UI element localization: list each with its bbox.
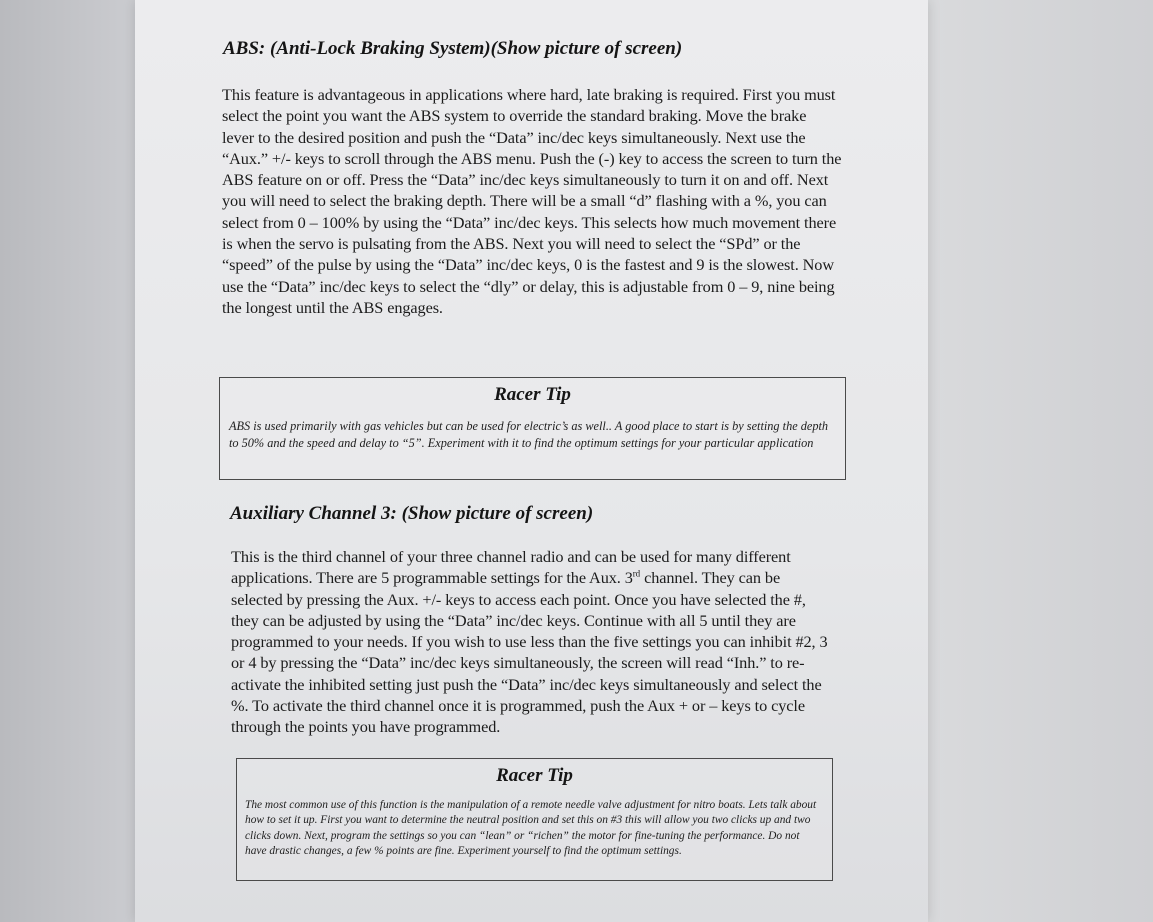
abs-racer-tip-text: ABS is used primarily with gas vehicles but can be used for electric’s as well.. A good place to start is by setting the depth to 50% and the speed and delay to “5”. Experiment with it to find the optimum settings for your particular application: [229, 419, 829, 450]
aux-racer-tip-box: [236, 758, 833, 881]
aux-section-heading: Auxiliary Channel 3: (Show picture of screen): [230, 503, 594, 524]
abs-racer-tip-title: Racer Tip: [494, 384, 571, 405]
aux-body-superscript: rd: [632, 568, 641, 579]
aux-racer-tip-title: Racer Tip: [496, 765, 573, 786]
abs-section-heading: ABS: (Anti-Lock Braking System)(Show picture of screen): [223, 38, 683, 59]
aux-section-body: [231, 546, 831, 738]
background-right: [928, 0, 1153, 922]
aux-racer-tip-text: The most common use of this function is the manipulation of a remote needle valve adjustment for nitro boats. Lets talk about how to set it up. First you want to determine the neutral position and set this on #3 this will allow you two clicks up and two clicks down. Next, program the settings so you can “lean” or “richen” the motor for fine-tuning the performance. Do not have drastic changes, a few % points are fine. Experiment yourself to find the optimum settings.: [245, 799, 817, 858]
abs-racer-tip-box: [219, 377, 846, 480]
abs-section-body: This feature is advantageous in applications where hard, late braking is required. First you must select the point you want the ABS system to override the standard braking. Move the brake lever to the desired position and push the “Data” inc/dec keys simultaneously. Next use the “Aux.” +/- keys to scroll through the ABS menu. Push the (-) key to access the screen to turn the ABS feature on or off. Press the “Data” inc/dec keys simultaneously to turn it on and off. Next you will need to select the braking depth. There will be a small “d” flashing with a %, you can select from 0 – 100% by using the “Data” inc/dec keys. This selects how much movement there is when the servo is pulsating from the ABS. Next you will need to select the “SPd” or the “speed” of the pulse by using the “Data” inc/dec keys, 0 is the fastest and 9 is the slowest. Now use the “Data” inc/dec keys to select the “dly” or delay, this is adjustable from 0 – 9, nine being the longest until the ABS engages.: [222, 85, 842, 317]
aux-body-part1: This is the third channel of your three channel radio and can be used for many different applications. There are 5 programmable settings for the Aux. 3: [231, 547, 791, 588]
background-left: [0, 0, 135, 922]
aux-body-part2: channel. They can be selected by pressing the Aux. +/- keys to access each point. Once you have selected the #, they can be adjusted by using the “Data” inc/dec keys. Continue with all 5 until they are programmed to your needs. If you wish to use less than the five settings you can inhibit #2, 3 or 4 by pressing the “Data” inc/dec keys simultaneously, the screen will read “Inh.” to re-activate the inhibited setting just push the “Data” inc/dec keys simultaneously and select the %. To activate the third channel once it is programmed, push the Aux + or – keys to cycle through the points you have programmed.: [231, 568, 828, 737]
